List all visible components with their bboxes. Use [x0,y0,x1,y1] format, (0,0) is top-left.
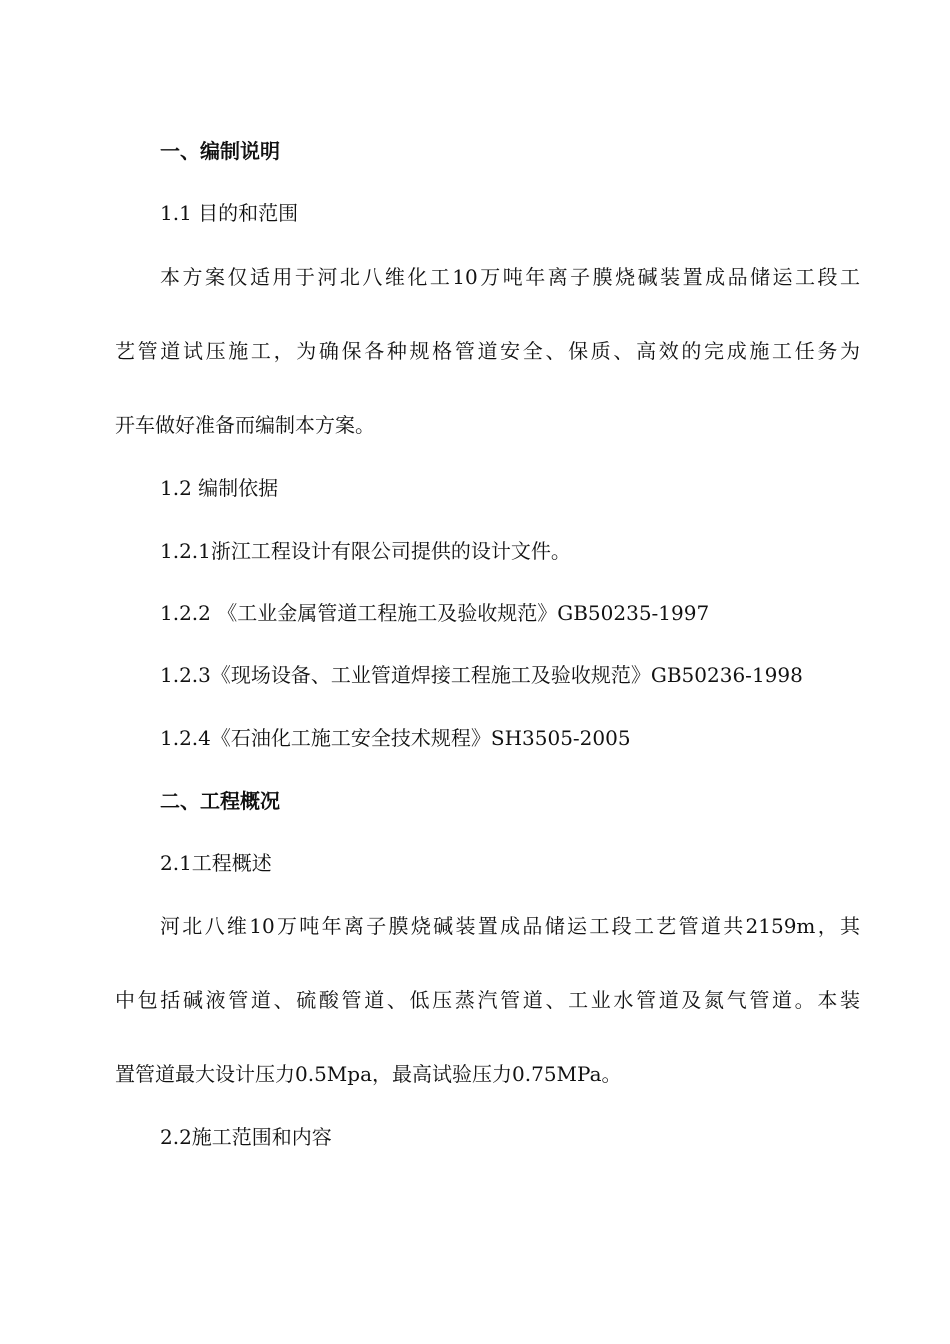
paragraph-1-1-line-3: 开车做好准备而编制本方案。 [115,413,375,437]
basis-item-4: 1.2.4《石油化工施工安全技术规程》SH3505-2005 [160,726,631,750]
basis-item-2: 1.2.2 《工业金属管道工程施工及验收规范》GB50235-1997 [160,601,710,625]
paragraph-1-1-line-2: 艺管道试压施工，为确保各种规格管道安全、保质、高效的完成施工任务为 [115,339,860,363]
paragraph-2-1-line-2: 中包括碱液管道、硫酸管道、低压蒸汽管道、工业水管道及氮气管道。本装 [115,988,860,1012]
section-2-heading: 二、工程概况 [160,789,280,813]
subsection-2-2-title: 2.2施工范围和内容 [160,1125,332,1149]
section-1-heading: 一、编制说明 [160,139,280,163]
subsection-1-1-title: 1.1 目的和范围 [160,201,299,225]
paragraph-2-1-line-3: 置管道最大设计压力0.5Mpa，最高试验压力0.75MPa。 [115,1062,622,1086]
paragraph-2-1-line-1: 河北八维10万吨年离子膜烧碱装置成品储运工段工艺管道共2159m，其 [160,914,860,938]
paragraph-1-1-line-1: 本方案仅适用于河北八维化工10万吨年离子膜烧碱装置成品储运工段工 [160,265,860,289]
basis-item-1: 1.2.1浙江工程设计有限公司提供的设计文件。 [160,539,571,563]
subsection-1-2-title: 1.2 编制依据 [160,476,279,500]
subsection-2-1-title: 2.1工程概述 [160,851,272,875]
basis-item-3: 1.2.3《现场设备、工业管道焊接工程施工及验收规范》GB50236-1998 [160,663,803,687]
